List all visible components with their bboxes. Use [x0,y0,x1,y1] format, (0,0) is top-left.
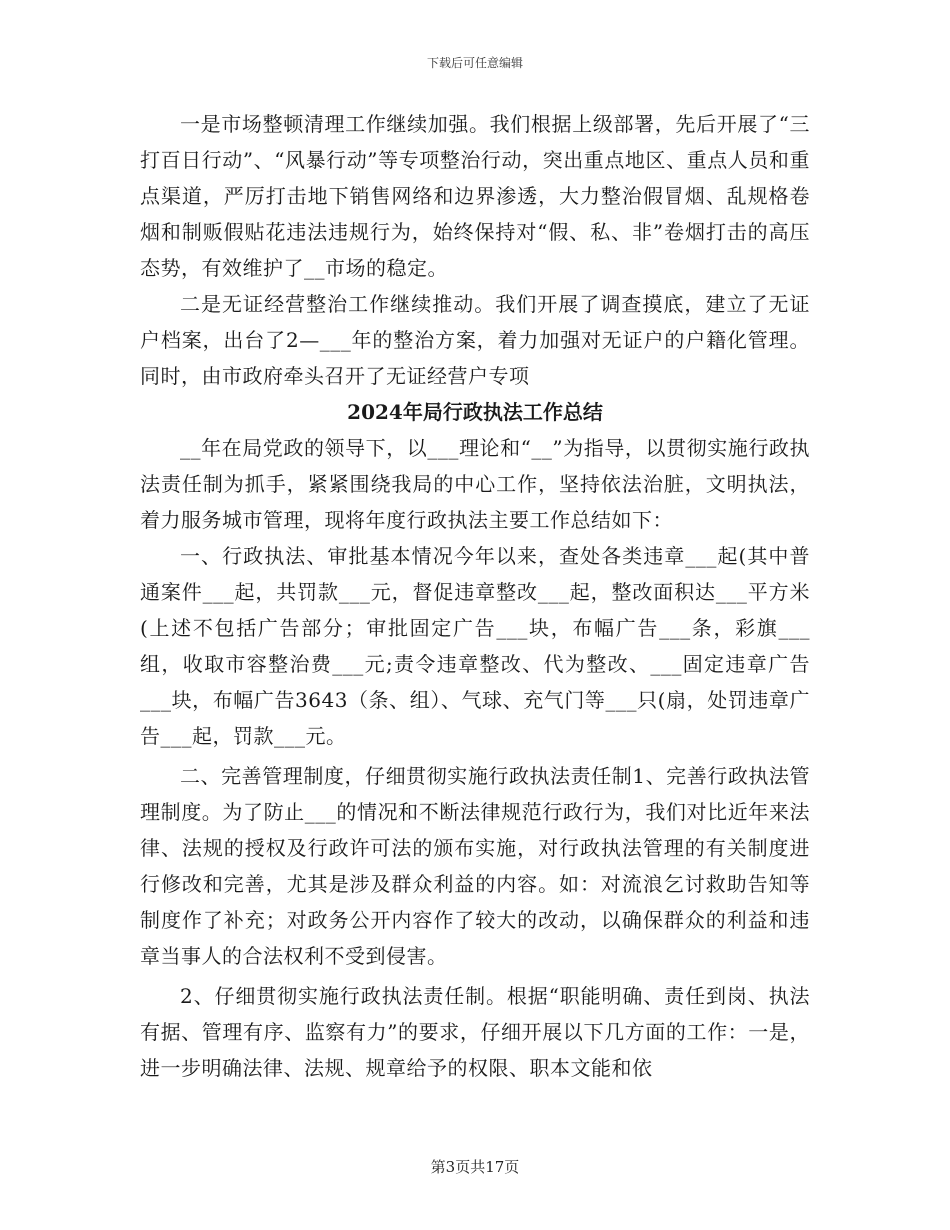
document-body [140,106,810,1086]
intro-paragraph-2: 二是无证经营整治工作继续推动。我们开展了调查摸底，建立了无证户档案，出台了2—___年的整治方案，着力加强对无证户的户籍化管理。同时，由市政府牵头召开了无证经营户专项 [140,292,810,388]
intro-paragraph-1: 一是市场整顿清理工作继续加强。我们根据上级部署，先后开展了“三打百日行动”、“风暴行动”等专项整治行动，突出重点地区、重点人员和重点渠道，严厉打击地下销售网络和边界渗透，大力整治假冒烟、乱规格卷烟和制贩假贴花违法违规行为，始终保持对“假、私、非”卷烟打击的高压态势，有效维护了__市场的稳定。 [140,112,810,280]
header-note: 下载后可任意编辑 [426,56,523,70]
body-paragraph-2: 一、行政执法、审批基本情况今年以来，查处各类违章___起(其中普通案件___起，共罚款___元，督促违章整改___起，整改面积达___平方米(上述不包括广告部分；审批固定广告___块，布幅广告___条，彩旗___组，收取市容整治费___元;责令违章整改、代为整改、___固定违章广告___块，布幅广告3643（条、组）、气球、充气门等___只(扇，处罚违章广告___起，罚款___元。 [140,544,810,748]
body-paragraph-3: 二、完善管理制度，仔细贯彻实施行政执法责任制1、完善行政执法管理制度。为了防止___的情况和不断法律规范行政行为，我们对比近年来法律、法规的授权及行政许可法的颁布实施，对行政执法管理的有关制度进行修改和完善，尤其是涉及群众利益的内容。如：对流浪乞讨救助告知等制度作了补充；对政务公开内容作了较大的改动，以确保群众的利益和违章当事人的合法权利不受到侵害。 [140,764,810,968]
body-paragraph-4: 2、仔细贯彻实施行政执法责任制。根据“职能明确、责任到岗、执法有据、管理有序、监察有力”的要求，仔细开展以下几方面的工作：一是，进一步明确法律、法规、规章给予的权限、职本文能和依 [140,984,810,1080]
body-paragraph-1: __年在局党政的领导下，以___理论和“__”为指导，以贯彻实施行政执法责任制为抓手，紧紧围绕我局的中心工作，坚持依法治脏，文明执法，着力服务城市管理，现将年度行政执法主要工作总结如下： [140,436,810,532]
page-footer: 第3页共17页 [430,1158,520,1176]
document-title: 2024年局行政执法工作总结 [347,400,603,424]
